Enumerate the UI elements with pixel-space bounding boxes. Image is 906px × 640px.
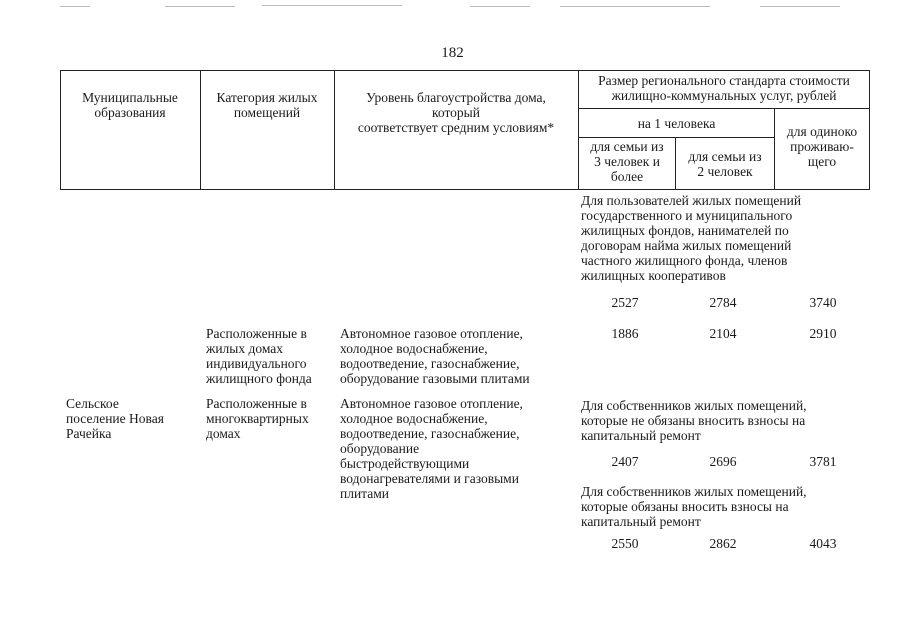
value-family2: 2104: [709, 326, 737, 341]
owners-no-repair-note: Для собственников жилых помещений, которые не обязаны вносить взносы на капитальный ремонт: [581, 398, 807, 443]
municipality-name: Сельское поселение Новая Рачейка: [66, 396, 164, 441]
value-family3: 2527: [611, 295, 639, 310]
scan-mark: [760, 6, 840, 7]
value-single: 2910: [809, 326, 837, 341]
header-family-2: для семьи из 2 человек: [688, 149, 762, 179]
level-private-houses: Автономное газовое отопление, холодное водоснабжение, водоотведение, газоснабжение, оборудование газовыми плитами: [340, 326, 530, 386]
value-family3: 2550: [611, 536, 639, 551]
header-housing-category: Категория жилых помещений: [216, 90, 318, 120]
users-note: Для пользователей жилых помещений государственного и муниципального жилищных фондов, нанимателей по договорам найма жилых помещений частного жилищного фонда, членов жилищных кооперативов: [581, 193, 802, 283]
header-family-3: для семьи из 3 человек и более: [590, 139, 664, 184]
page-number: 182: [441, 45, 464, 61]
owners-repair-note: Для собственников жилых помещений, которые обязаны вносить взносы на капитальный ремонт: [581, 484, 807, 529]
category-private-houses: Расположенные в жилых домах индивидуального жилищного фонда: [206, 326, 312, 386]
header-single-person: для одиноко проживаю- щего: [786, 124, 858, 169]
scan-mark: [560, 6, 710, 7]
value-single: 4043: [809, 536, 837, 551]
header-amenity-level: Уровень благоустройства дома, который соответствует средним условиям*: [357, 90, 555, 135]
scan-mark: [60, 6, 90, 7]
value-family2: 2696: [709, 454, 737, 469]
header-standard-size: Размер регионального стандарта стоимости жилищно-коммунальных услуг, рублей: [598, 73, 850, 103]
level-apartment-buildings: Автономное газовое отопление, холодное водоснабжение, водоотведение, газоснабжение, оборудование быстродействующими водонагревателями и газовыми плитами: [340, 396, 523, 501]
scan-mark: [470, 6, 530, 7]
value-family3: 1886: [611, 326, 639, 341]
value-single: 3740: [809, 295, 837, 310]
value-single: 3781: [809, 454, 837, 469]
value-family2: 2784: [709, 295, 737, 310]
header-per-person: на 1 человека: [637, 116, 716, 131]
scan-mark: [262, 5, 402, 6]
category-apartment-buildings: Расположенные в многоквартирных домах: [206, 396, 309, 441]
value-family3: 2407: [611, 454, 639, 469]
header-municipalities: Муниципальные образования: [82, 90, 178, 120]
scan-mark: [165, 6, 235, 7]
value-family2: 2862: [709, 536, 737, 551]
